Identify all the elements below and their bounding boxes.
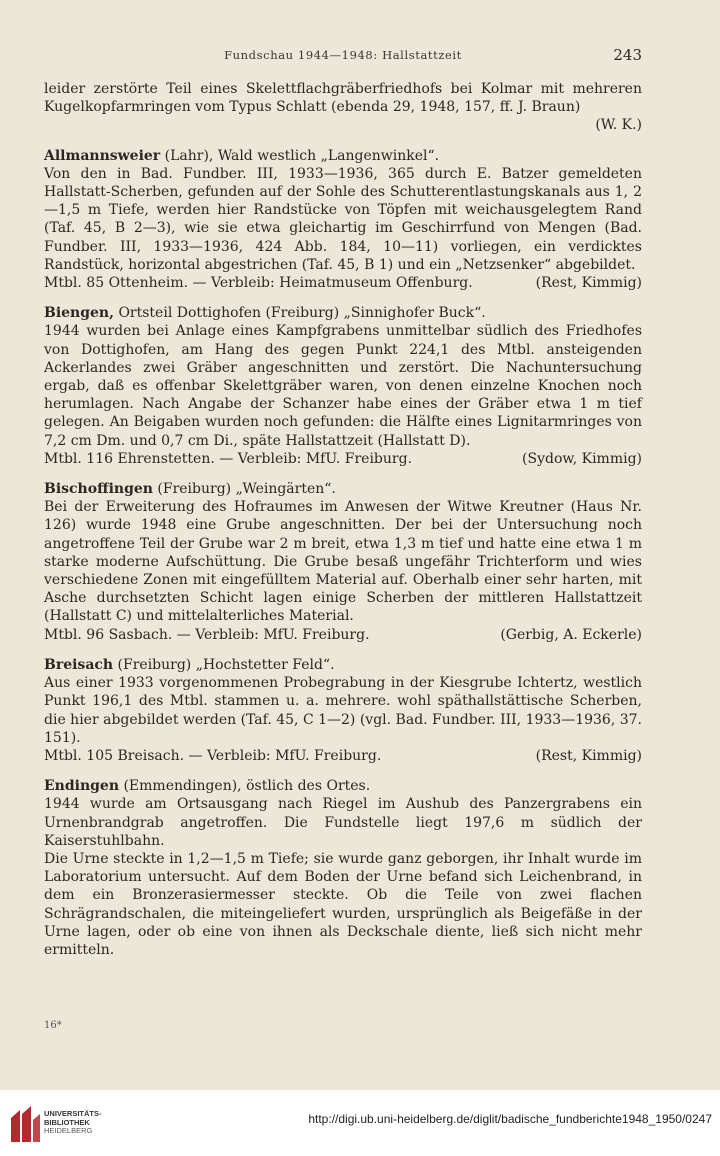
- entry-body: Aus einer 1933 vorgenommenen Probegrabung in der Kiesgrube Ichtertz, westlich Punkt 196,1 des Mtbl. stammen u. a. mehrere. wohl späthallstättische Scherben, die hier abgebildet werden (Taf. 45, C 1—2) (vgl. Bad. Fundber. III, 1933—1936, 37. 151).: [44, 675, 642, 746]
- entry-location: (Emmendingen), östlich des Ortes.: [119, 778, 371, 795]
- page-number: 243: [613, 46, 642, 64]
- entry-bischoffingen: [44, 480, 642, 644]
- library-name: [44, 1110, 102, 1136]
- library-footer: [0, 1090, 720, 1156]
- library-logo-icon: [8, 1104, 42, 1144]
- running-head: [44, 46, 642, 70]
- entry-authors: (Rest, Kimmig): [535, 275, 642, 292]
- entry-allmannsweier: [44, 147, 642, 293]
- intro-paragraph: [44, 80, 642, 135]
- entry-location: Ortsteil Dottighofen (Freiburg) „Sinnighofer Buck“.: [114, 305, 486, 322]
- entry-mtbl: Mtbl. 85 Ottenheim. — Verbleib: Heimatmuseum Offenburg.: [44, 275, 473, 292]
- library-name-line1: UNIVERSITÄTS-: [44, 1109, 102, 1118]
- library-name-line3: HEIDELBERG: [44, 1126, 93, 1136]
- entry-authors: (Rest, Kimmig): [535, 747, 642, 764]
- entry-authors: (Sydow, Kimmig): [522, 450, 642, 467]
- article-body: [44, 80, 642, 971]
- entry-place: Endingen: [44, 778, 120, 795]
- entry-authors: (Gerbig, A. Eckerle): [500, 626, 642, 643]
- entry-body: Von den in Bad. Fundber. III, 1933—1936, 365 durch E. Batzer gemeldeten Hallstatt-Scherben, gefunden auf der Sohle des Schutterentlastungskanals aus 1, 2—1,5 m Tiefe, werden hier Randstücke von Töpfen mit weichausgelegtem Rand (Taf. 45, B 2—3), wie sie etwa gleichartig im Geschirrfund von Mengen (Bad. Fundber. III, 1933—1936, 424 Abb. 184, 10—11) vorliegen, ein verdicktes Randstück, horizontal abgestrichen (Taf. 45, B 1) und ein „Netzsenker“ abgebildet.: [44, 165, 642, 273]
- entry-body: 1944 wurde am Ortsausgang nach Riegel im Aushub des Panzergrabens ein Urnenbrandgrab angetroffen. Die Fundstelle liegt 197,6 m südlich der Kaiserstuhlbahn.: [44, 796, 642, 849]
- entry-location: (Lahr), Wald westlich „Langenwinkel“.: [160, 147, 440, 164]
- entry-place: Biengen,: [44, 305, 114, 322]
- entry-location: (Freiburg) „Weingärten“.: [152, 481, 336, 498]
- signature-mark: 16*: [44, 1020, 62, 1031]
- entry-body: Bei der Erweiterung des Hofraumes im Anwesen der Witwe Kreutner (Haus Nr. 126) wurde 1948 eine Grube angeschnitten. Der bei der Untersuchung noch angetroffene Teil der Grube war 2 m breit, etwa 1,3 m tief und hatte eine etwa 1 m starke moderne Aufschüttung. Die Grube besaß ungefähr Trichterform und wies verschiedene Zonen mit eingefülltem Material auf. Oberhalb einer sehr harten, mit Asche durchsetzten Schicht lagen einige Scherben der mittleren Hallstattzeit (Hallstatt C) und mittelalterliches Material.: [44, 499, 642, 625]
- intro-text: leider zerstörte Teil eines Skelettflachgräberfriedhofs bei Kolmar mit mehreren Kugelkopfarmringen vom Typus Schlatt (ebenda 29, 1948, 157, ff. J. Braun): [44, 81, 642, 116]
- entry-endingen: [44, 777, 642, 959]
- entry-body-continued: Die Urne steckte in 1,2—1,5 m Tiefe; sie wurde ganz geborgen, ihr Inhalt wurde im Laboratorium untersucht. Auf dem Boden der Urne befand sich Leichenbrand, in dem ein Bronzerasiermesser steckte. Ob die Teile von zwei flachen Schrägrandschalen, die miteingeliefert wurden, ursprünglich als Beigefäße in der Urne lagen, oder ob eine von ihnen als Deckschale diente, ließ sich nicht mehr ermitteln.: [44, 850, 642, 958]
- entry-body: 1944 wurden bei Anlage eines Kampfgrabens unmittelbar südlich des Friedhofes von Dottighofen, am Hang des gegen Punkt 224,1 des Mtbl. ansteigenden Ackerlandes zwei Gräber angeschnitten und zerstört. Die Nachuntersuchung ergab, daß es offenbar Skelettgräber waren, von denen einzelne Knochen noch herumlagen. Nach Angabe der Schanzer habe eines der Gräber etwa 1 m tief gelegen. An Beigaben wurden noch gefunden: die Hälfte eines Lignitarmringes von 7,2 cm Dm. und 0,7 cm Di., späte Hallstattzeit (Hallstatt D).: [44, 323, 642, 449]
- entry-place: Breisach: [44, 656, 114, 673]
- entry-breisach: [44, 656, 642, 765]
- intro-author: (W. K.): [595, 117, 642, 134]
- library-name-line2: BIBLIOTHEK: [44, 1117, 90, 1127]
- entry-place: Bischoffingen: [44, 481, 153, 498]
- entry-mtbl: Mtbl. 96 Sasbach. — Verbleib: MfU. Freiburg.: [44, 626, 370, 643]
- entry-mtbl: Mtbl. 105 Breisach. — Verbleib: MfU. Freiburg.: [44, 747, 382, 764]
- entry-biengen: [44, 304, 642, 468]
- running-title: Fundschau 1944—1948: Hallstattzeit: [224, 48, 462, 62]
- entry-mtbl: Mtbl. 116 Ehrenstetten. — Verbleib: MfU. Freiburg.: [44, 450, 413, 467]
- entry-location: (Freiburg) „Hochstetter Feld“.: [113, 656, 335, 673]
- source-url-link[interactable]: http://digi.ub.uni-heidelberg.de/diglit/badische_fundberichte1948_1950/0247: [308, 1112, 712, 1126]
- entry-place: Allmannsweier: [44, 147, 161, 164]
